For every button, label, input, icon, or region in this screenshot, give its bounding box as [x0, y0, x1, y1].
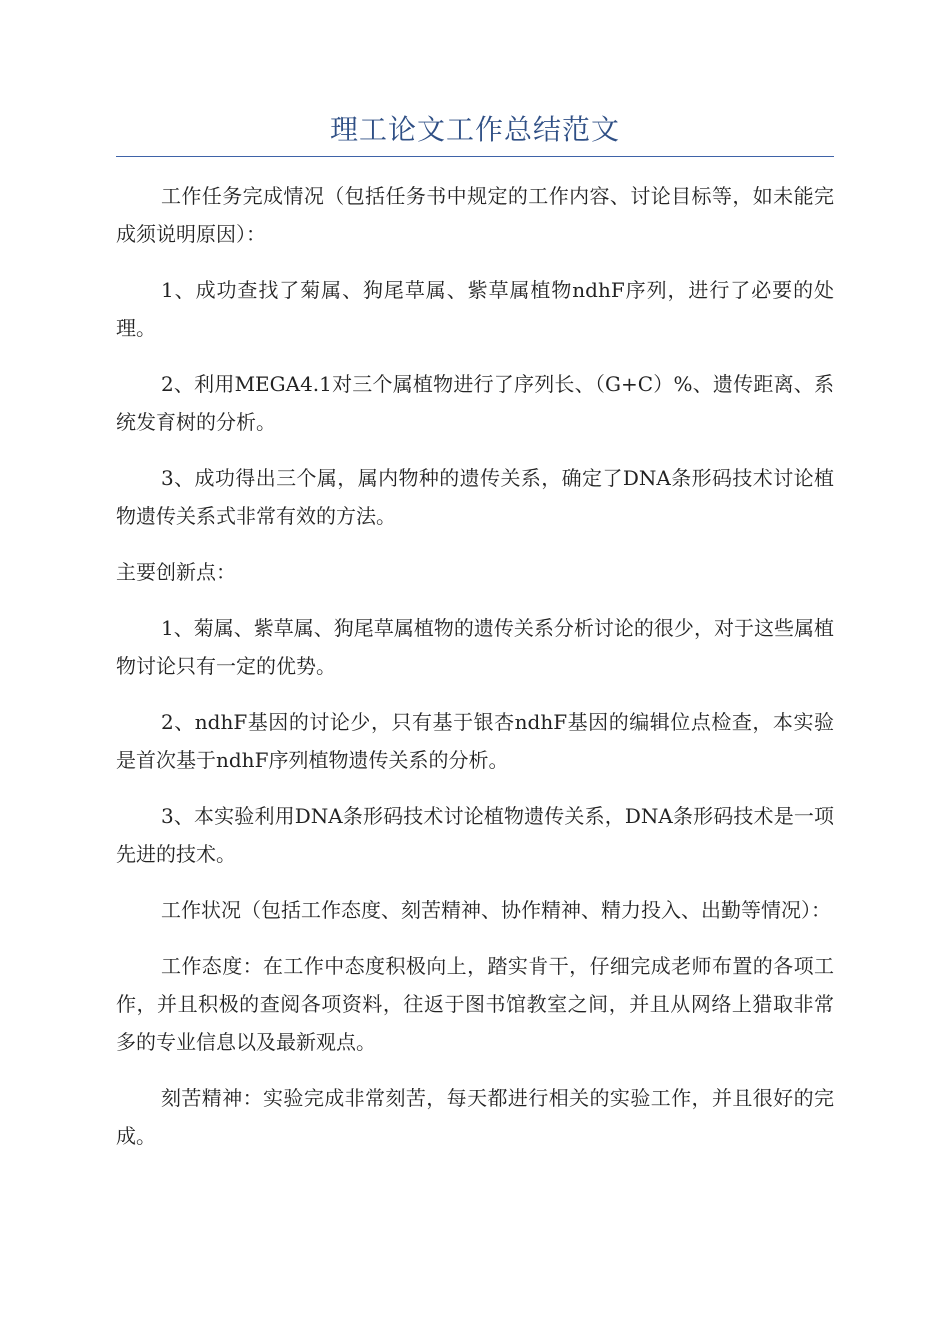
document-body	[116, 177, 834, 1155]
paragraph-item-3: 3、成功得出三个属，属内物种的遗传关系，确定了DNA条形码技术讨论植物遗传关系式非常有效的方法。	[116, 466, 834, 528]
paragraph-task-completion: 工作任务完成情况（包括任务书中规定的工作内容、讨论目标等，如未能完成须说明原因）：	[116, 184, 834, 246]
document-page	[116, 110, 834, 1173]
paragraph-item-2: 2、利用MEGA4.1对三个属植物进行了序列长、（G+C）%、遗传距离、系统发育树的分析。	[116, 372, 834, 434]
page-title: 理工论文工作总结范文	[116, 110, 834, 157]
paragraph-innovation-heading: 主要创新点：	[116, 560, 236, 584]
paragraph-work-status: 工作状况（包括工作态度、刻苦精神、协作精神、精力投入、出勤等情况）：	[161, 898, 831, 922]
paragraph-item-1: 1、成功查找了菊属、狗尾草属、紫草属植物ndhF序列，进行了必要的处理。	[116, 278, 834, 340]
paragraph-work-attitude: 工作态度：在工作中态度积极向上，踏实肯干，仔细完成老师布置的各项工作，并且积极的查阅各项资料，往返于图书馆教室之间，并且从网络上猎取非常多的专业信息以及最新观点。	[116, 954, 834, 1054]
paragraph-innovation-1: 1、菊属、紫草属、狗尾草属植物的遗传关系分析讨论的很少，对于这些属植物讨论只有一定的优势。	[116, 616, 834, 678]
paragraph-innovation-2: 2、ndhF基因的讨论少，只有基于银杏ndhF基因的编辑位点检查，本实验是首次基于ndhF序列植物遗传关系的分析。	[116, 710, 834, 772]
paragraph-innovation-3: 3、本实验利用DNA条形码技术讨论植物遗传关系，DNA条形码技术是一项先进的技术。	[116, 804, 834, 866]
paragraph-diligence: 刻苦精神：实验完成非常刻苦，每天都进行相关的实验工作，并且很好的完成。	[116, 1086, 834, 1148]
